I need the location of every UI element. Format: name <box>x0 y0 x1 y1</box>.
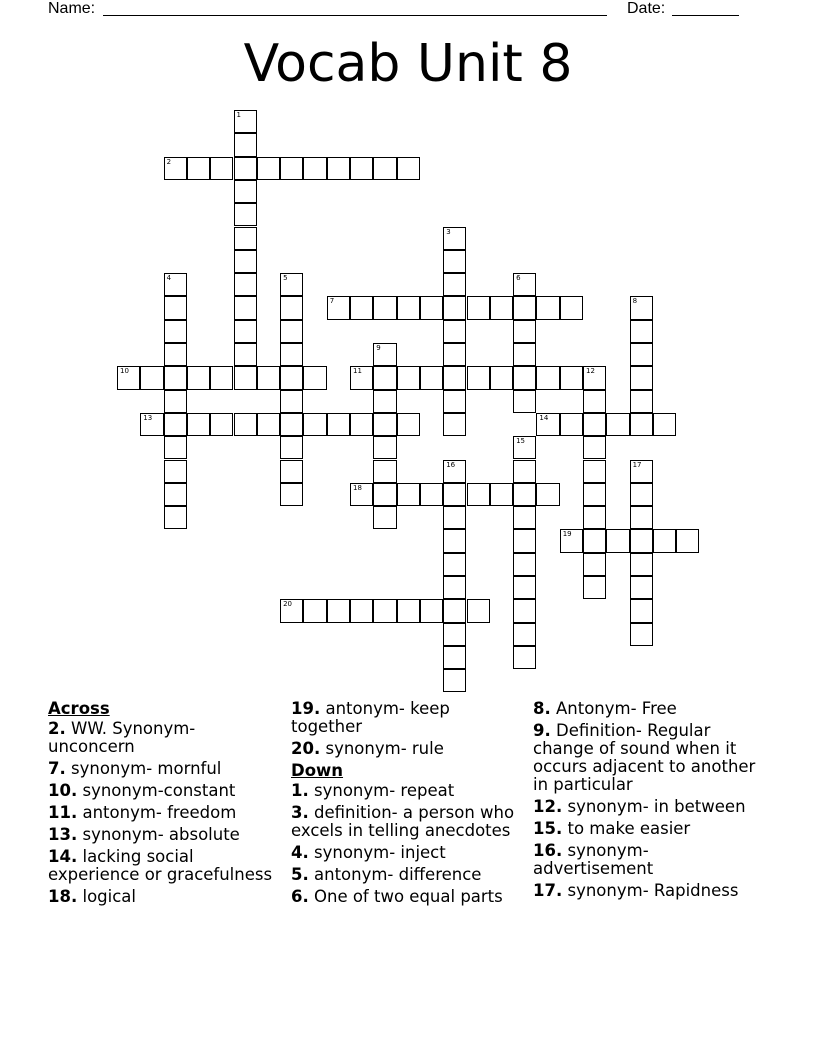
cell-number: 17 <box>632 460 642 469</box>
grid-cell[interactable] <box>490 296 513 319</box>
clue-text: synonym- Rapidness <box>567 881 739 900</box>
grid-cell[interactable] <box>164 436 187 459</box>
grid-cell[interactable] <box>536 296 559 319</box>
grid-cell[interactable] <box>420 366 443 389</box>
grid-cell[interactable] <box>513 436 536 459</box>
clue-item <box>291 888 516 906</box>
grid-cell[interactable] <box>373 343 396 366</box>
grid-cell[interactable] <box>140 366 163 389</box>
grid-cell[interactable] <box>513 343 536 366</box>
clue-number: 2. <box>48 719 66 738</box>
grid-cell[interactable] <box>443 296 466 319</box>
clue-item <box>48 848 278 884</box>
clue-item <box>291 782 516 800</box>
clue-text: synonym- mornful <box>71 759 222 778</box>
grid-cell[interactable] <box>583 529 606 552</box>
grid-cell[interactable] <box>443 460 466 483</box>
grid-cell[interactable] <box>443 669 466 692</box>
clue-text: synonym- rule <box>325 739 444 758</box>
clue-number: 20. <box>291 739 321 758</box>
clue-number: 4. <box>291 843 309 862</box>
grid-cell[interactable] <box>234 413 257 436</box>
grid-cell[interactable] <box>373 599 396 622</box>
grid-cell[interactable] <box>373 413 396 436</box>
clue-item <box>48 782 278 800</box>
grid-cell[interactable] <box>513 576 536 599</box>
cell-number: 9 <box>376 344 381 352</box>
cell-number: 6 <box>516 274 521 283</box>
grid-cell[interactable] <box>443 646 466 669</box>
grid-cell[interactable] <box>513 483 536 506</box>
cell-number: 18 <box>353 483 362 492</box>
grid-cell[interactable] <box>327 296 350 319</box>
clues-column-1 <box>48 700 278 910</box>
clue-item <box>291 700 516 736</box>
cell-number: 14 <box>539 413 549 422</box>
grid-cell[interactable] <box>350 296 373 319</box>
grid-cell[interactable] <box>280 273 303 296</box>
grid-cell[interactable] <box>583 483 606 506</box>
grid-cell[interactable] <box>373 157 396 180</box>
cell-number: 13 <box>143 413 153 422</box>
grid-cell[interactable] <box>560 296 583 319</box>
grid-cell[interactable] <box>234 273 257 296</box>
grid-cell[interactable] <box>327 157 350 180</box>
grid-cell[interactable] <box>234 203 257 226</box>
grid-cell[interactable] <box>164 506 187 529</box>
grid-cell[interactable] <box>630 460 653 483</box>
grid-cell[interactable] <box>140 413 163 436</box>
clue-number: 14. <box>48 847 78 866</box>
cell-number: 2 <box>166 157 172 166</box>
clue-number: 17. <box>533 881 563 900</box>
grid-cell[interactable] <box>443 576 466 599</box>
cell-number: 12 <box>586 367 595 376</box>
grid-cell[interactable] <box>536 366 559 389</box>
grid-cell[interactable] <box>280 320 303 343</box>
grid-cell[interactable] <box>583 460 606 483</box>
grid-cell[interactable] <box>280 390 303 413</box>
grid-cell[interactable] <box>443 320 466 343</box>
grid-cell[interactable] <box>303 599 326 622</box>
grid-cell[interactable] <box>373 390 396 413</box>
down-clue-list <box>291 782 516 906</box>
grid-cell[interactable] <box>280 436 303 459</box>
grid-cell[interactable] <box>676 529 699 552</box>
grid-cell[interactable] <box>443 390 466 413</box>
grid-cell[interactable] <box>373 506 396 529</box>
clue-item <box>48 720 278 756</box>
grid-cell[interactable] <box>373 460 396 483</box>
grid-cell[interactable] <box>303 413 326 436</box>
grid-cell[interactable] <box>443 599 466 622</box>
grid-cell[interactable] <box>234 157 257 180</box>
grid-cell[interactable] <box>513 529 536 552</box>
grid-cell[interactable] <box>653 529 676 552</box>
cell-number: 3 <box>446 227 451 236</box>
grid-cell[interactable] <box>443 483 466 506</box>
grid-cell[interactable] <box>350 599 373 622</box>
grid-cell[interactable] <box>630 599 653 622</box>
grid-cell[interactable] <box>536 413 559 436</box>
grid-cell[interactable] <box>164 320 187 343</box>
clues-column-3 <box>533 700 773 904</box>
grid-cell[interactable] <box>443 366 466 389</box>
grid-cell[interactable] <box>653 413 676 436</box>
grid-cell[interactable] <box>630 390 653 413</box>
grid-cell[interactable] <box>164 366 187 389</box>
grid-cell[interactable] <box>513 553 536 576</box>
cell-number: 15 <box>516 437 526 446</box>
clue-item <box>48 804 278 822</box>
grid-cell[interactable] <box>513 506 536 529</box>
clue-number: 18. <box>48 887 78 906</box>
clue-text: Antonym- Free <box>556 699 677 718</box>
grid-cell[interactable] <box>210 157 233 180</box>
cell-number: 7 <box>329 297 335 306</box>
grid-cell[interactable] <box>630 529 653 552</box>
clue-text: WW. Synonym-unconcern <box>48 719 196 756</box>
clue-text: definition- a person who excels in telling anecdotes <box>291 803 515 840</box>
grid-cell[interactable] <box>420 483 443 506</box>
grid-cell[interactable] <box>630 296 653 319</box>
grid-cell[interactable] <box>630 623 653 646</box>
grid-cell[interactable] <box>303 157 326 180</box>
cell-number: 5 <box>283 274 288 283</box>
clue-text: antonym- difference <box>314 865 482 884</box>
grid-cell[interactable] <box>164 483 187 506</box>
grid-cell[interactable] <box>397 413 420 436</box>
cell-number: 11 <box>353 367 362 376</box>
grid-cell[interactable] <box>443 343 466 366</box>
grid-cell[interactable] <box>234 320 257 343</box>
across-heading: Across <box>48 699 110 718</box>
grid-cell[interactable] <box>373 483 396 506</box>
grid-cell[interactable] <box>630 320 653 343</box>
grid-cell[interactable] <box>234 227 257 250</box>
clue-text: synonym- advertisement <box>533 841 654 878</box>
grid-cell[interactable] <box>560 413 583 436</box>
grid-cell[interactable] <box>350 483 373 506</box>
grid-cell[interactable] <box>280 483 303 506</box>
grid-cell[interactable] <box>234 366 257 389</box>
clue-number: 1. <box>291 781 309 800</box>
grid-cell[interactable] <box>583 366 606 389</box>
grid-cell[interactable] <box>373 366 396 389</box>
grid-cell[interactable] <box>513 296 536 319</box>
grid-cell[interactable] <box>630 576 653 599</box>
clue-text: synonym- inject <box>314 843 446 862</box>
clue-text: synonym- repeat <box>314 781 455 800</box>
grid-cell[interactable] <box>513 273 536 296</box>
clue-item <box>48 760 278 778</box>
clue-text: logical <box>82 887 136 906</box>
clue-item <box>533 722 773 794</box>
grid-cell[interactable] <box>117 366 140 389</box>
grid-cell[interactable] <box>443 273 466 296</box>
grid-cell[interactable] <box>630 506 653 529</box>
grid-cell[interactable] <box>490 366 513 389</box>
grid-cell[interactable] <box>350 413 373 436</box>
grid-cell[interactable] <box>234 133 257 156</box>
grid-cell[interactable] <box>583 413 606 436</box>
grid-cell[interactable] <box>327 413 350 436</box>
cell-number: 10 <box>120 367 129 376</box>
grid-cell[interactable] <box>187 157 210 180</box>
clue-item <box>533 798 773 816</box>
grid-cell[interactable] <box>630 343 653 366</box>
grid-cell[interactable] <box>513 599 536 622</box>
clue-item <box>533 700 773 718</box>
grid-cell[interactable] <box>467 483 490 506</box>
grid-cell[interactable] <box>280 413 303 436</box>
grid-cell[interactable] <box>467 296 490 319</box>
grid-cell[interactable] <box>164 343 187 366</box>
grid-cell[interactable] <box>443 250 466 273</box>
grid-cell[interactable] <box>303 366 326 389</box>
grid-cell[interactable] <box>560 529 583 552</box>
clue-item <box>291 804 516 840</box>
clue-number: 12. <box>533 797 563 816</box>
grid-cell[interactable] <box>420 599 443 622</box>
clue-number: 10. <box>48 781 78 800</box>
grid-cell[interactable] <box>327 599 350 622</box>
grid-cell[interactable] <box>164 296 187 319</box>
clue-number: 7. <box>48 759 66 778</box>
cell-number: 20 <box>283 600 293 609</box>
grid-cell[interactable] <box>583 553 606 576</box>
grid-cell[interactable] <box>280 366 303 389</box>
grid-cell[interactable] <box>443 413 466 436</box>
grid-cell[interactable] <box>606 413 629 436</box>
grid-cell[interactable] <box>630 413 653 436</box>
clue-item <box>533 882 773 900</box>
clue-number: 11. <box>48 803 78 822</box>
grid-cell[interactable] <box>280 296 303 319</box>
grid-cell[interactable] <box>630 553 653 576</box>
grid-cell[interactable] <box>490 483 513 506</box>
grid-cell[interactable] <box>164 413 187 436</box>
grid-cell[interactable] <box>164 157 187 180</box>
clue-number: 19. <box>291 699 321 718</box>
clue-text: antonym- keep together <box>291 699 450 736</box>
grid-cell[interactable] <box>280 460 303 483</box>
grid-cell[interactable] <box>397 599 420 622</box>
grid-cell[interactable] <box>234 296 257 319</box>
grid-cell[interactable] <box>513 390 536 413</box>
clues-column-2 <box>291 700 516 910</box>
grid-cell[interactable] <box>443 623 466 646</box>
clue-number: 16. <box>533 841 563 860</box>
clue-text: to make easier <box>567 819 691 838</box>
grid-cell[interactable] <box>443 553 466 576</box>
grid-cell[interactable] <box>187 413 210 436</box>
clue-number: 8. <box>533 699 551 718</box>
down-heading: Down <box>291 761 344 780</box>
grid-cell[interactable] <box>350 366 373 389</box>
grid-cell[interactable] <box>420 296 443 319</box>
grid-cell[interactable] <box>630 483 653 506</box>
grid-cell[interactable] <box>467 366 490 389</box>
grid-cell[interactable] <box>257 366 280 389</box>
grid-cell[interactable] <box>257 413 280 436</box>
clue-text: One of two equal parts <box>314 887 503 906</box>
clue-item <box>533 842 773 878</box>
grid-cell[interactable] <box>280 599 303 622</box>
grid-cell[interactable] <box>397 296 420 319</box>
clue-item <box>291 844 516 862</box>
grid-cell[interactable] <box>397 157 420 180</box>
clue-text: synonym- absolute <box>82 825 240 844</box>
clue-number: 15. <box>533 819 563 838</box>
grid-cell[interactable] <box>280 343 303 366</box>
clue-number: 13. <box>48 825 78 844</box>
clue-number: 5. <box>291 865 309 884</box>
clue-text: synonym-constant <box>82 781 236 800</box>
grid-cell[interactable] <box>164 273 187 296</box>
grid-cell[interactable] <box>513 366 536 389</box>
grid-cell[interactable] <box>234 250 257 273</box>
grid-cell[interactable] <box>210 366 233 389</box>
clue-text: synonym- in between <box>567 797 746 816</box>
grid-cell[interactable] <box>164 390 187 413</box>
cell-number: 4 <box>166 274 172 283</box>
grid-cell[interactable] <box>397 366 420 389</box>
name-label: Name: <box>48 0 96 17</box>
grid-cell[interactable] <box>443 529 466 552</box>
grid-cell[interactable] <box>560 366 583 389</box>
grid-cell[interactable] <box>373 296 396 319</box>
cell-number: 8 <box>632 297 638 306</box>
grid-cell[interactable] <box>257 157 280 180</box>
across-clue-list <box>48 720 278 906</box>
grid-cell[interactable] <box>443 506 466 529</box>
grid-cell[interactable] <box>234 110 257 133</box>
clue-number: 3. <box>291 803 309 822</box>
grid-cell[interactable] <box>373 436 396 459</box>
grid-cell[interactable] <box>606 529 629 552</box>
grid-cell[interactable] <box>513 623 536 646</box>
cell-number: 1 <box>236 111 241 119</box>
grid-cell[interactable] <box>513 320 536 343</box>
clue-item <box>48 888 278 906</box>
grid-cell[interactable] <box>583 390 606 413</box>
clue-text: lacking social experience or gracefulness <box>48 847 273 884</box>
clue-text: Definition- Regular change of sound when it occurs adjacent to another in particular <box>533 721 756 794</box>
clue-number: 6. <box>291 887 309 906</box>
grid-cell[interactable] <box>630 366 653 389</box>
grid-cell[interactable] <box>583 436 606 459</box>
clue-number: 9. <box>533 721 551 740</box>
grid-cell[interactable] <box>513 646 536 669</box>
clue-text: antonym- freedom <box>82 803 237 822</box>
grid-cell[interactable] <box>467 599 490 622</box>
grid-cell[interactable] <box>234 180 257 203</box>
grid-cell[interactable] <box>536 483 559 506</box>
cell-number: 16 <box>446 460 456 469</box>
grid-cell[interactable] <box>234 343 257 366</box>
clue-item <box>533 820 773 838</box>
clue-item <box>291 866 516 884</box>
grid-cell[interactable] <box>397 483 420 506</box>
grid-cell[interactable] <box>443 227 466 250</box>
cell-number: 19 <box>562 530 572 539</box>
grid-cell[interactable] <box>513 460 536 483</box>
grid-cell[interactable] <box>164 460 187 483</box>
page-title: Vocab Unit 8 <box>243 34 573 94</box>
grid-cell[interactable] <box>583 506 606 529</box>
grid-cell[interactable] <box>187 366 210 389</box>
clue-item <box>48 826 278 844</box>
grid-cell[interactable] <box>280 157 303 180</box>
grid-cell[interactable] <box>210 413 233 436</box>
clue-item <box>291 740 516 758</box>
grid-cell[interactable] <box>583 576 606 599</box>
date-label: Date: <box>627 0 666 17</box>
grid-cell[interactable] <box>350 157 373 180</box>
